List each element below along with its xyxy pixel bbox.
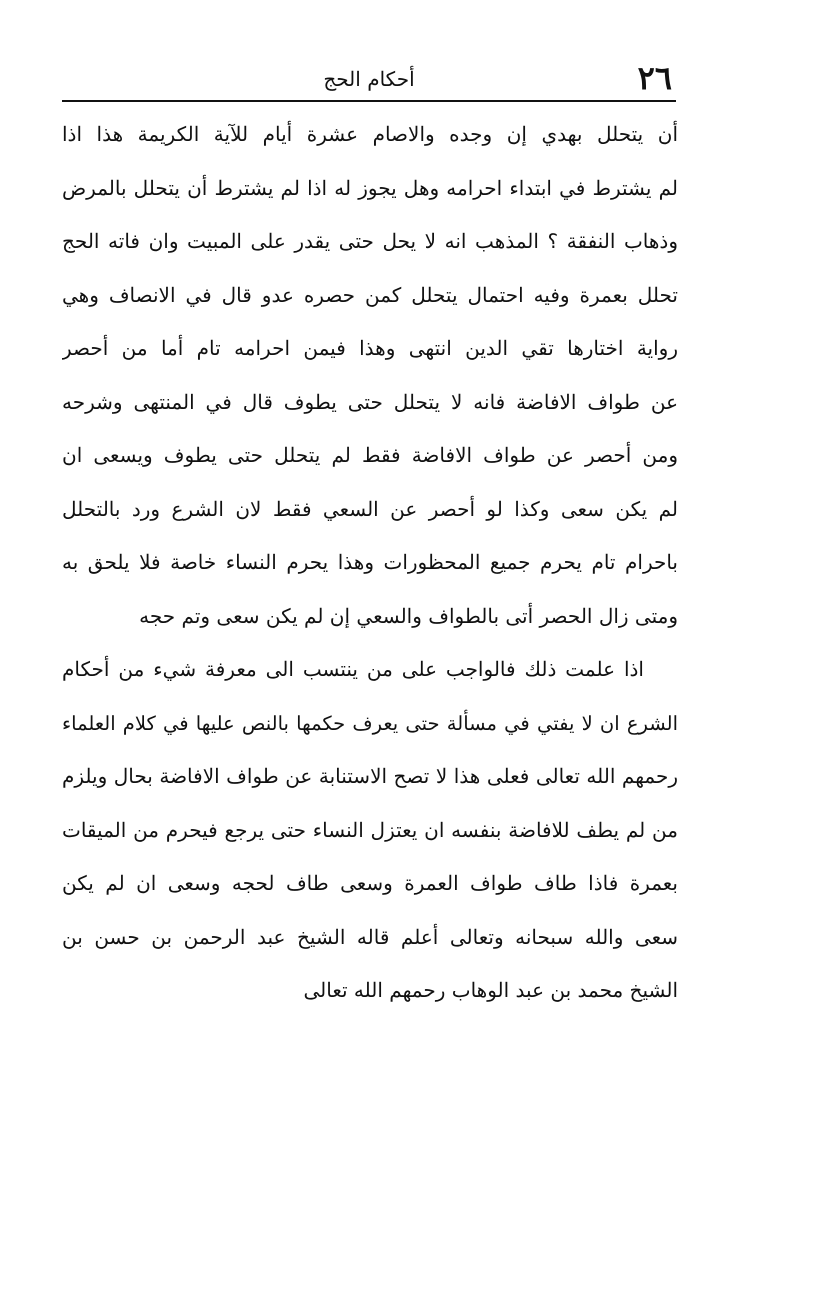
text-line: بعمرة فاذا طاف طواف العمرة وسعى طاف لحجه وسعى ان لم يكن — [62, 871, 678, 895]
paragraph-end-line: الشيخ محمد بن عبد الوهاب رحمهم الله تعالى — [303, 978, 678, 1002]
text-line: الشرع ان لا يفتي في مسألة حتى يعرف حكمها بالنص عليها في كلام العلماء — [62, 711, 678, 735]
page-number: ٢٦ — [637, 59, 672, 97]
header-divider — [62, 100, 676, 102]
text-line: لم يشترط في ابتداء احرامه وهل يجوز له اذا لم يشترط أن يتحلل بالمرض — [62, 175, 678, 200]
paragraph-end-line: ومتى زال الحصر أتى بالطواف والسعي إن لم يكن سعى وتم حجه — [139, 603, 678, 628]
text-line: لم يكن سعى وكذا لو أحصر عن السعي فقط لان الشرع ورد بالتحلل — [62, 496, 678, 521]
text-line: أن يتحلل بهدي إن وجده والاصام عشرة أيام للآية الكريمة هذا اذا — [62, 122, 678, 146]
text-line: رحمهم الله تعالى فعلى هذا لا تصح الاستنابة عن طواف الافاضة بحال ويلزم — [62, 764, 678, 788]
text-line: سعى والله سبحانه وتعالى أعلم قاله الشيخ عبد الرحمن بن حسن بن — [62, 924, 678, 949]
text-line: ومن أحصر عن طواف الافاضة فقط لم يتحلل حتى يطوف ويسعى ان — [62, 443, 678, 467]
text-line: رواية اختارها تقي الدين انتهى وهذا فيمن احرامه تام أما من أحصر — [62, 336, 678, 360]
page-header — [62, 58, 676, 98]
running-title: أحكام الحج — [323, 67, 415, 91]
text-line: وذهاب النفقة ؟ المذهب انه لا يحل حتى يقدر على المبيت وان فاته الحج — [62, 229, 678, 253]
text-line: تحلل بعمرة وفيه احتمال يتحلل كمن حصره عدو قال في الانصاف وهي — [62, 282, 678, 307]
body-text — [62, 108, 678, 1018]
text-line: باحرام تام يحرم جميع المحظورات وهذا يحرم النساء خاصة فلا يلحق به — [62, 550, 678, 574]
text-line: من لم يطف للافاضة بنفسه ان يعتزل النساء حتى يرجع فيحرم من الميقات — [62, 817, 678, 842]
text-line: عن طواف الافاضة فانه لا يتحلل حتى يطوف قال في المنتهى وشرحه — [62, 389, 678, 414]
paragraph-start-line: اذا علمت ذلك فالواجب على من ينتسب الى معرفة شيء من أحكام — [62, 657, 644, 681]
